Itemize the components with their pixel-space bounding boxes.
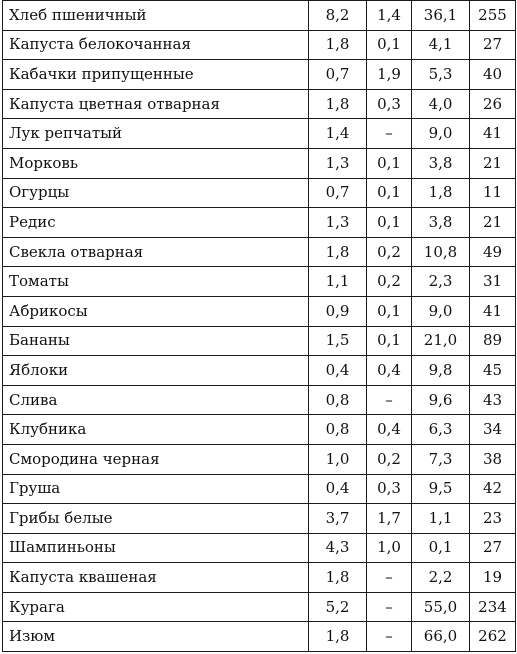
- fat-cell: 0,2: [367, 267, 412, 297]
- food-name-cell: Редис: [3, 208, 309, 238]
- fat-cell: 0,4: [367, 356, 412, 386]
- table-row: [3, 60, 516, 90]
- food-name-cell: Слива: [3, 385, 309, 415]
- protein-cell: 5,2: [309, 592, 367, 622]
- food-name-cell: Томаты: [3, 267, 309, 297]
- kcal-cell: 41: [470, 296, 516, 326]
- kcal-cell: 40: [470, 60, 516, 90]
- carbs-cell: 4,1: [412, 30, 470, 60]
- protein-cell: 1,3: [309, 208, 367, 238]
- table-row: [3, 444, 516, 474]
- food-name-cell: Хлеб пшеничный: [3, 1, 309, 31]
- kcal-cell: 45: [470, 356, 516, 386]
- carbs-cell: 9,0: [412, 296, 470, 326]
- table-row: [3, 89, 516, 119]
- fat-cell: 0,1: [367, 296, 412, 326]
- fat-cell: 1,4: [367, 1, 412, 31]
- kcal-cell: 19: [470, 563, 516, 593]
- fat-cell: 0,2: [367, 444, 412, 474]
- kcal-cell: 34: [470, 415, 516, 445]
- protein-cell: 1,8: [309, 89, 367, 119]
- kcal-cell: 27: [470, 533, 516, 563]
- table-row: [3, 533, 516, 563]
- protein-cell: 0,7: [309, 178, 367, 208]
- carbs-cell: 2,3: [412, 267, 470, 297]
- carbs-cell: 9,0: [412, 119, 470, 149]
- table-row: [3, 119, 516, 149]
- table-row: [3, 622, 516, 652]
- table-row: [3, 563, 516, 593]
- protein-cell: 3,7: [309, 504, 367, 534]
- nutrition-table-body: [3, 1, 516, 652]
- food-name-cell: Клубника: [3, 415, 309, 445]
- kcal-cell: 234: [470, 592, 516, 622]
- carbs-cell: 55,0: [412, 592, 470, 622]
- protein-cell: 0,4: [309, 356, 367, 386]
- kcal-cell: 31: [470, 267, 516, 297]
- fat-cell: –: [367, 592, 412, 622]
- protein-cell: 1,8: [309, 237, 367, 267]
- food-name-cell: Яблоки: [3, 356, 309, 386]
- table-row: [3, 178, 516, 208]
- food-name-cell: Морковь: [3, 148, 309, 178]
- fat-cell: 1,0: [367, 533, 412, 563]
- protein-cell: 1,0: [309, 444, 367, 474]
- kcal-cell: 21: [470, 148, 516, 178]
- kcal-cell: 49: [470, 237, 516, 267]
- fat-cell: 0,1: [367, 208, 412, 238]
- kcal-cell: 21: [470, 208, 516, 238]
- carbs-cell: 5,3: [412, 60, 470, 90]
- protein-cell: 0,8: [309, 385, 367, 415]
- fat-cell: –: [367, 385, 412, 415]
- protein-cell: 1,3: [309, 148, 367, 178]
- protein-cell: 0,4: [309, 474, 367, 504]
- food-name-cell: Грибы белые: [3, 504, 309, 534]
- fat-cell: –: [367, 119, 412, 149]
- table-row: [3, 415, 516, 445]
- carbs-cell: 21,0: [412, 326, 470, 356]
- carbs-cell: 6,3: [412, 415, 470, 445]
- protein-cell: 0,9: [309, 296, 367, 326]
- kcal-cell: 23: [470, 504, 516, 534]
- table-row: [3, 1, 516, 31]
- protein-cell: 8,2: [309, 1, 367, 31]
- carbs-cell: 1,8: [412, 178, 470, 208]
- carbs-cell: 36,1: [412, 1, 470, 31]
- kcal-cell: 27: [470, 30, 516, 60]
- table-row: [3, 267, 516, 297]
- carbs-cell: 66,0: [412, 622, 470, 652]
- fat-cell: 1,7: [367, 504, 412, 534]
- kcal-cell: 255: [470, 1, 516, 31]
- protein-cell: 4,3: [309, 533, 367, 563]
- protein-cell: 1,1: [309, 267, 367, 297]
- food-name-cell: Смородина черная: [3, 444, 309, 474]
- food-name-cell: Капуста цветная отварная: [3, 89, 309, 119]
- protein-cell: 1,4: [309, 119, 367, 149]
- protein-cell: 1,8: [309, 30, 367, 60]
- food-name-cell: Огурцы: [3, 178, 309, 208]
- kcal-cell: 11: [470, 178, 516, 208]
- carbs-cell: 9,6: [412, 385, 470, 415]
- protein-cell: 1,8: [309, 622, 367, 652]
- carbs-cell: 3,8: [412, 148, 470, 178]
- food-name-cell: Абрикосы: [3, 296, 309, 326]
- carbs-cell: 4,0: [412, 89, 470, 119]
- protein-cell: 1,5: [309, 326, 367, 356]
- table-row: [3, 504, 516, 534]
- carbs-cell: 1,1: [412, 504, 470, 534]
- food-name-cell: Шампиньоны: [3, 533, 309, 563]
- food-name-cell: Курага: [3, 592, 309, 622]
- table-row: [3, 356, 516, 386]
- fat-cell: 1,9: [367, 60, 412, 90]
- protein-cell: 0,8: [309, 415, 367, 445]
- food-name-cell: Капуста квашеная: [3, 563, 309, 593]
- table-row: [3, 385, 516, 415]
- fat-cell: 0,1: [367, 30, 412, 60]
- fat-cell: 0,1: [367, 148, 412, 178]
- fat-cell: 0,2: [367, 237, 412, 267]
- fat-cell: 0,3: [367, 89, 412, 119]
- kcal-cell: 89: [470, 326, 516, 356]
- kcal-cell: 262: [470, 622, 516, 652]
- table-row: [3, 326, 516, 356]
- carbs-cell: 3,8: [412, 208, 470, 238]
- table-row: [3, 208, 516, 238]
- food-name-cell: Лук репчатый: [3, 119, 309, 149]
- carbs-cell: 0,1: [412, 533, 470, 563]
- fat-cell: 0,4: [367, 415, 412, 445]
- carbs-cell: 7,3: [412, 444, 470, 474]
- fat-cell: 0,1: [367, 178, 412, 208]
- kcal-cell: 43: [470, 385, 516, 415]
- protein-cell: 1,8: [309, 563, 367, 593]
- fat-cell: 0,3: [367, 474, 412, 504]
- table-row: [3, 148, 516, 178]
- nutrition-table: [2, 0, 516, 652]
- fat-cell: 0,1: [367, 326, 412, 356]
- carbs-cell: 9,5: [412, 474, 470, 504]
- carbs-cell: 9,8: [412, 356, 470, 386]
- fat-cell: –: [367, 563, 412, 593]
- table-row: [3, 237, 516, 267]
- carbs-cell: 2,2: [412, 563, 470, 593]
- protein-cell: 0,7: [309, 60, 367, 90]
- kcal-cell: 42: [470, 474, 516, 504]
- table-row: [3, 296, 516, 326]
- food-name-cell: Бананы: [3, 326, 309, 356]
- carbs-cell: 10,8: [412, 237, 470, 267]
- food-name-cell: Груша: [3, 474, 309, 504]
- food-name-cell: Изюм: [3, 622, 309, 652]
- table-row: [3, 474, 516, 504]
- fat-cell: –: [367, 622, 412, 652]
- food-name-cell: Свекла отварная: [3, 237, 309, 267]
- kcal-cell: 41: [470, 119, 516, 149]
- table-row: [3, 30, 516, 60]
- table-row: [3, 592, 516, 622]
- food-name-cell: Кабачки припущенные: [3, 60, 309, 90]
- kcal-cell: 38: [470, 444, 516, 474]
- kcal-cell: 26: [470, 89, 516, 119]
- food-name-cell: Капуста белокочанная: [3, 30, 309, 60]
